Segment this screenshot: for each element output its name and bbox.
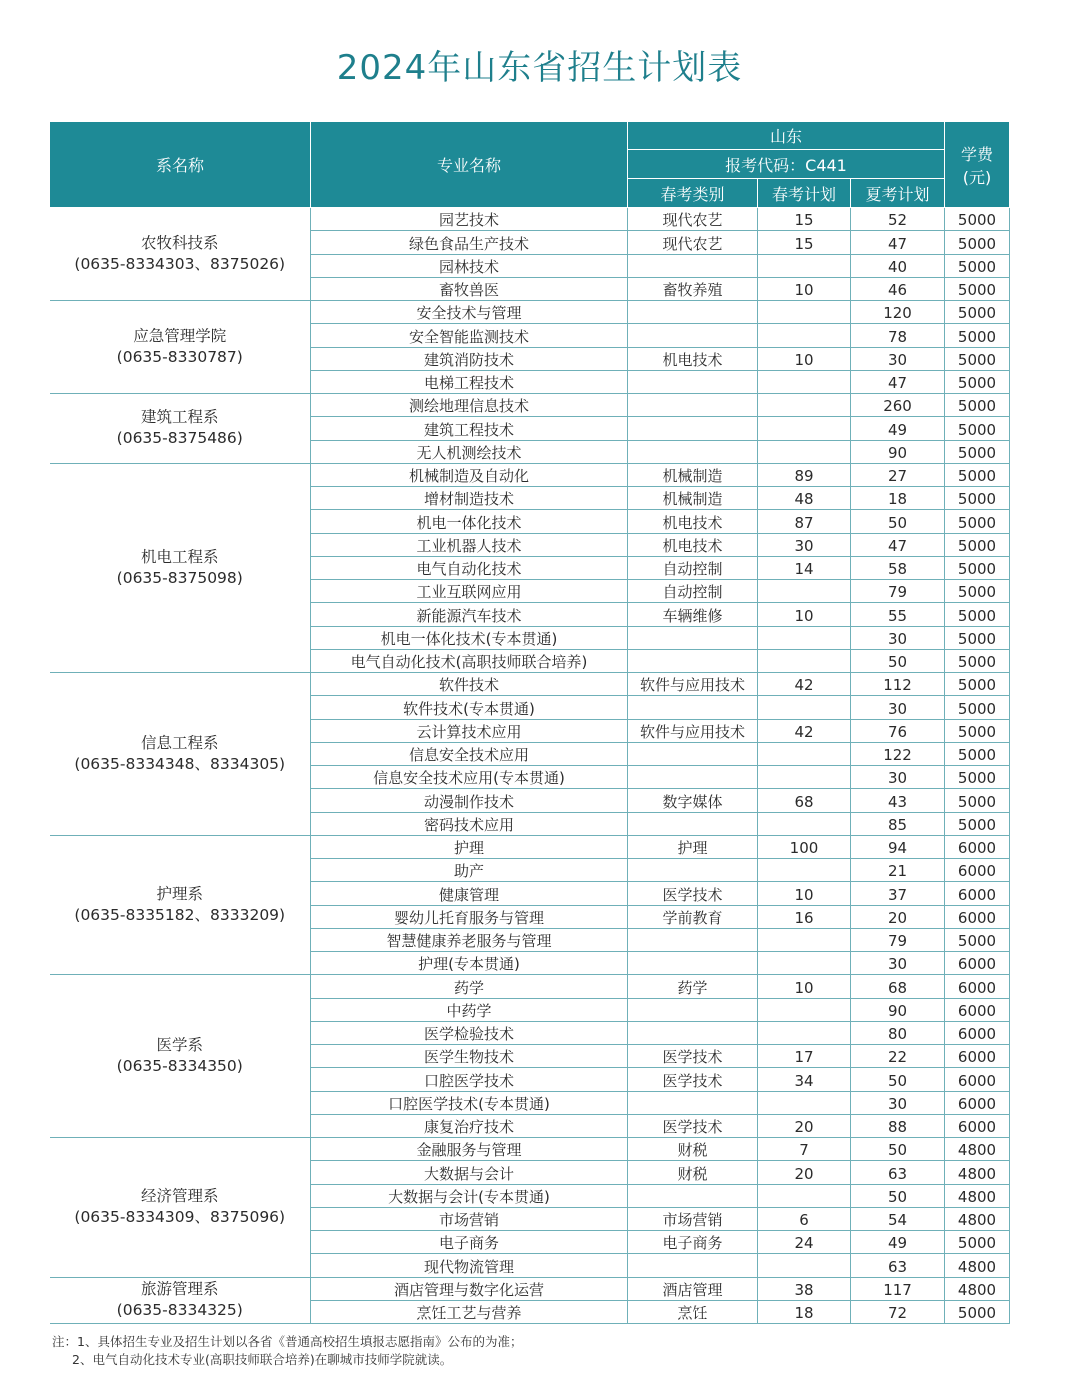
spring-type-cell	[628, 766, 758, 789]
spring-plan-cell: 20	[758, 1114, 851, 1137]
fee-cell: 5000	[945, 487, 1010, 510]
major-name-cell: 中药学	[311, 998, 628, 1021]
major-name-cell: 信息安全技术应用(专本贯通)	[311, 766, 628, 789]
spring-type-cell	[628, 301, 758, 324]
fee-cell: 6000	[945, 905, 1010, 928]
spring-plan-cell	[758, 859, 851, 882]
major-name-cell: 云计算技术应用	[311, 719, 628, 742]
spring-plan-cell	[758, 696, 851, 719]
summer-plan-cell: 30	[851, 696, 945, 719]
summer-plan-cell: 27	[851, 463, 945, 486]
spring-type-cell	[628, 649, 758, 672]
major-name-cell: 现代物流管理	[311, 1254, 628, 1277]
summer-plan-cell: 63	[851, 1161, 945, 1184]
fee-cell: 4800	[945, 1207, 1010, 1230]
fee-cell: 6000	[945, 882, 1010, 905]
major-name-cell: 机电一体化技术(专本贯通)	[311, 626, 628, 649]
spring-type-cell	[628, 998, 758, 1021]
dept-cell	[50, 673, 311, 836]
spring-type-cell	[628, 417, 758, 440]
fee-cell: 5000	[945, 580, 1010, 603]
header-spring-type: 春考类别	[628, 179, 758, 208]
major-name-cell: 机械制造及自动化	[311, 463, 628, 486]
summer-plan-cell: 122	[851, 742, 945, 765]
summer-plan-cell: 22	[851, 1045, 945, 1068]
summer-plan-cell: 63	[851, 1254, 945, 1277]
spring-type-cell: 烹饪	[628, 1300, 758, 1323]
summer-plan-cell: 47	[851, 231, 945, 254]
summer-plan-cell: 90	[851, 998, 945, 1021]
spring-plan-cell: 10	[758, 347, 851, 370]
spring-plan-cell: 14	[758, 556, 851, 579]
dept-name: 建筑工程系	[140, 408, 219, 427]
summer-plan-cell: 112	[851, 673, 945, 696]
dept-cell	[50, 394, 311, 464]
spring-type-cell: 酒店管理	[628, 1277, 758, 1300]
fee-cell: 4800	[945, 1184, 1010, 1207]
spring-type-cell: 自动控制	[628, 580, 758, 603]
table-row	[50, 1277, 1010, 1300]
spring-type-cell: 医学技术	[628, 882, 758, 905]
spring-plan-cell: 87	[758, 510, 851, 533]
fee-cell: 5000	[945, 556, 1010, 579]
spring-type-cell	[628, 254, 758, 277]
spring-type-cell: 学前教育	[628, 905, 758, 928]
fee-cell: 6000	[945, 1021, 1010, 1044]
spring-type-cell: 自动控制	[628, 556, 758, 579]
dept-name: 应急管理学院	[133, 327, 227, 345]
spring-plan-cell	[758, 324, 851, 347]
spring-type-cell	[628, 394, 758, 417]
fee-cell: 5000	[945, 301, 1010, 324]
summer-plan-cell: 30	[851, 766, 945, 789]
major-name-cell: 护理(专本贯通)	[311, 952, 628, 975]
dept-cell	[50, 463, 311, 672]
dept-name: 经济管理系	[140, 1187, 219, 1206]
table-row	[50, 463, 1010, 486]
fee-cell: 5000	[945, 626, 1010, 649]
fee-cell: 5000	[945, 812, 1010, 835]
spring-plan-cell	[758, 1021, 851, 1044]
major-name-cell: 口腔医学技术(专本贯通)	[311, 1091, 628, 1114]
spring-plan-cell	[758, 254, 851, 277]
major-name-cell: 口腔医学技术	[311, 1068, 628, 1091]
spring-plan-cell: 24	[758, 1231, 851, 1254]
spring-type-cell	[628, 1184, 758, 1207]
spring-type-cell	[628, 696, 758, 719]
footnotes	[52, 1333, 522, 1369]
fee-cell: 5000	[945, 417, 1010, 440]
major-name-cell: 建筑消防技术	[311, 347, 628, 370]
spring-type-cell	[628, 952, 758, 975]
spring-type-cell: 机电技术	[628, 347, 758, 370]
page-title: 2024年山东省招生计划表	[336, 48, 743, 88]
fee-cell: 5000	[945, 766, 1010, 789]
fee-cell: 4800	[945, 1277, 1010, 1300]
spring-plan-cell: 7	[758, 1138, 851, 1161]
summer-plan-cell: 46	[851, 277, 945, 300]
spring-type-cell	[628, 370, 758, 393]
major-name-cell: 无人机测绘技术	[311, 440, 628, 463]
summer-plan-cell: 55	[851, 603, 945, 626]
spring-plan-cell: 48	[758, 487, 851, 510]
fee-cell: 5000	[945, 324, 1010, 347]
fee-cell: 4800	[945, 1254, 1010, 1277]
table-row	[50, 835, 1010, 858]
summer-plan-cell: 260	[851, 394, 945, 417]
spring-plan-cell: 42	[758, 719, 851, 742]
fee-cell: 5000	[945, 254, 1010, 277]
summer-plan-cell: 54	[851, 1207, 945, 1230]
spring-plan-cell	[758, 742, 851, 765]
dept-cell	[50, 301, 311, 394]
spring-plan-cell: 100	[758, 835, 851, 858]
spring-plan-cell: 42	[758, 673, 851, 696]
spring-plan-cell	[758, 440, 851, 463]
major-name-cell: 酒店管理与数字化运营	[311, 1277, 628, 1300]
major-name-cell: 医学检验技术	[311, 1021, 628, 1044]
fee-cell: 5000	[945, 231, 1010, 254]
major-name-cell: 工业互联网应用	[311, 580, 628, 603]
spring-type-cell	[628, 1021, 758, 1044]
dept-phone: (0635-8334325)	[116, 1301, 243, 1320]
table-row	[50, 394, 1010, 417]
summer-plan-cell: 30	[851, 1091, 945, 1114]
summer-plan-cell: 85	[851, 812, 945, 835]
spring-plan-cell	[758, 580, 851, 603]
table-row	[50, 1138, 1010, 1161]
major-name-cell: 测绘地理信息技术	[311, 394, 628, 417]
fee-cell: 6000	[945, 998, 1010, 1021]
spring-type-cell	[628, 440, 758, 463]
summer-plan-cell: 78	[851, 324, 945, 347]
spring-plan-cell	[758, 649, 851, 672]
fee-cell: 6000	[945, 1114, 1010, 1137]
major-name-cell: 康复治疗技术	[311, 1114, 628, 1137]
major-name-cell: 工业机器人技术	[311, 533, 628, 556]
fee-cell: 5000	[945, 347, 1010, 370]
summer-plan-cell: 21	[851, 859, 945, 882]
summer-plan-cell: 18	[851, 487, 945, 510]
dept-cell	[50, 208, 311, 301]
fee-cell: 5000	[945, 1300, 1010, 1323]
fee-cell: 4800	[945, 1138, 1010, 1161]
header-fee: 学费 (元)	[945, 122, 1010, 208]
spring-plan-cell: 30	[758, 533, 851, 556]
spring-plan-cell	[758, 1091, 851, 1114]
summer-plan-cell: 90	[851, 440, 945, 463]
major-name-cell: 医学生物技术	[311, 1045, 628, 1068]
spring-plan-cell: 10	[758, 882, 851, 905]
major-name-cell: 助产	[311, 859, 628, 882]
summer-plan-cell: 50	[851, 1138, 945, 1161]
spring-plan-cell	[758, 812, 851, 835]
dept-cell	[50, 835, 311, 975]
table-body	[50, 208, 1010, 1324]
header-major: 专业名称	[311, 122, 628, 208]
major-name-cell: 烹饪工艺与营养	[311, 1300, 628, 1323]
summer-plan-cell: 50	[851, 1068, 945, 1091]
fee-cell: 5000	[945, 370, 1010, 393]
spring-type-cell: 电子商务	[628, 1231, 758, 1254]
footnote-1: 注：1、具体招生专业及招生计划以各省《普通高校招生填报志愿指南》公布的为准；	[52, 1334, 523, 1349]
spring-plan-cell: 18	[758, 1300, 851, 1323]
spring-type-cell: 医学技术	[628, 1114, 758, 1137]
major-name-cell: 园艺技术	[311, 208, 628, 231]
spring-plan-cell: 34	[758, 1068, 851, 1091]
spring-plan-cell	[758, 766, 851, 789]
spring-plan-cell: 10	[758, 975, 851, 998]
fee-cell: 6000	[945, 1045, 1010, 1068]
spring-plan-cell	[758, 626, 851, 649]
summer-plan-cell: 76	[851, 719, 945, 742]
spring-type-cell	[628, 928, 758, 951]
spring-type-cell: 护理	[628, 835, 758, 858]
spring-type-cell: 机械制造	[628, 487, 758, 510]
fee-cell: 5000	[945, 440, 1010, 463]
summer-plan-cell: 20	[851, 905, 945, 928]
fee-cell: 5000	[945, 742, 1010, 765]
major-name-cell: 电气自动化技术	[311, 556, 628, 579]
major-name-cell: 绿色食品生产技术	[311, 231, 628, 254]
spring-plan-cell: 16	[758, 905, 851, 928]
spring-type-cell	[628, 742, 758, 765]
spring-plan-cell	[758, 998, 851, 1021]
dept-phone: (0635-8330787)	[116, 348, 243, 366]
dept-name: 机电工程系	[140, 547, 219, 566]
header-dept: 系名称	[50, 122, 311, 208]
dept-name: 护理系	[156, 885, 203, 903]
summer-plan-cell: 68	[851, 975, 945, 998]
summer-plan-cell: 72	[851, 1300, 945, 1323]
major-name-cell: 建筑工程技术	[311, 417, 628, 440]
spring-type-cell: 现代农艺	[628, 231, 758, 254]
spring-plan-cell: 38	[758, 1277, 851, 1300]
summer-plan-cell: 50	[851, 1184, 945, 1207]
fee-cell: 5000	[945, 208, 1010, 231]
summer-plan-cell: 88	[851, 1114, 945, 1137]
major-name-cell: 增材制造技术	[311, 487, 628, 510]
fee-cell: 5000	[945, 463, 1010, 486]
summer-plan-cell: 94	[851, 835, 945, 858]
summer-plan-cell: 30	[851, 626, 945, 649]
major-name-cell: 软件技术(专本贯通)	[311, 696, 628, 719]
header-code: 报考代码：C441	[628, 150, 945, 179]
spring-type-cell: 现代农艺	[628, 208, 758, 231]
summer-plan-cell: 50	[851, 649, 945, 672]
major-name-cell: 动漫制作技术	[311, 789, 628, 812]
summer-plan-cell: 47	[851, 370, 945, 393]
summer-plan-cell: 47	[851, 533, 945, 556]
major-name-cell: 大数据与会计(专本贯通)	[311, 1184, 628, 1207]
summer-plan-cell: 79	[851, 928, 945, 951]
spring-plan-cell	[758, 301, 851, 324]
spring-type-cell	[628, 1091, 758, 1114]
spring-type-cell: 数字媒体	[628, 789, 758, 812]
dept-name: 农牧科技系	[140, 234, 219, 252]
footnote-2: 2、电气自动化技术专业(高职技师联合培养)在聊城市技师学院就读。	[72, 1352, 453, 1367]
summer-plan-cell: 79	[851, 580, 945, 603]
fee-cell: 5000	[945, 789, 1010, 812]
summer-plan-cell: 30	[851, 347, 945, 370]
fee-cell: 5000	[945, 603, 1010, 626]
major-name-cell: 健康管理	[311, 882, 628, 905]
major-name-cell: 电气自动化技术(高职技师联合培养)	[311, 649, 628, 672]
spring-plan-cell: 15	[758, 208, 851, 231]
dept-phone: (0635-8334350)	[116, 1057, 243, 1076]
summer-plan-cell: 49	[851, 1231, 945, 1254]
header-summer-plan: 夏考计划	[851, 179, 945, 208]
spring-plan-cell	[758, 394, 851, 417]
fee-cell: 5000	[945, 928, 1010, 951]
header-spring-plan: 春考计划	[758, 179, 851, 208]
spring-type-cell: 医学技术	[628, 1068, 758, 1091]
spring-type-cell: 医学技术	[628, 1045, 758, 1068]
dept-name: 医学系	[156, 1036, 203, 1055]
major-name-cell: 安全智能监测技术	[311, 324, 628, 347]
dept-phone: (0635-8334348、8334305)	[74, 754, 286, 773]
dept-cell	[50, 975, 311, 1138]
table-row	[50, 673, 1010, 696]
summer-plan-cell: 58	[851, 556, 945, 579]
spring-plan-cell	[758, 417, 851, 440]
spring-type-cell	[628, 859, 758, 882]
dept-phone: (0635-8335182、8333209)	[74, 906, 286, 924]
major-name-cell: 市场营销	[311, 1207, 628, 1230]
summer-plan-cell: 117	[851, 1277, 945, 1300]
fee-cell: 5000	[945, 510, 1010, 533]
spring-type-cell: 畜牧养殖	[628, 277, 758, 300]
spring-plan-cell: 68	[758, 789, 851, 812]
major-name-cell: 安全技术与管理	[311, 301, 628, 324]
spring-type-cell: 机械制造	[628, 463, 758, 486]
spring-plan-cell: 15	[758, 231, 851, 254]
major-name-cell: 电梯工程技术	[311, 370, 628, 393]
fee-cell: 6000	[945, 952, 1010, 975]
fee-cell: 4800	[945, 1161, 1010, 1184]
spring-type-cell: 车辆维修	[628, 603, 758, 626]
fee-cell: 5000	[945, 533, 1010, 556]
major-name-cell: 软件技术	[311, 673, 628, 696]
fee-cell: 6000	[945, 859, 1010, 882]
spring-plan-cell: 10	[758, 603, 851, 626]
dept-phone: (0635-8334309、8375096)	[74, 1208, 286, 1227]
major-name-cell: 机电一体化技术	[311, 510, 628, 533]
major-name-cell: 电子商务	[311, 1231, 628, 1254]
spring-plan-cell: 89	[758, 463, 851, 486]
spring-type-cell: 软件与应用技术	[628, 719, 758, 742]
spring-type-cell: 财税	[628, 1138, 758, 1161]
spring-plan-cell	[758, 928, 851, 951]
fee-cell: 5000	[945, 649, 1010, 672]
dept-phone: (0635-8375098)	[116, 568, 243, 587]
spring-type-cell	[628, 812, 758, 835]
summer-plan-cell: 49	[851, 417, 945, 440]
fee-cell: 5000	[945, 277, 1010, 300]
spring-plan-cell: 6	[758, 1207, 851, 1230]
dept-name: 信息工程系	[140, 733, 219, 752]
table-row	[50, 301, 1010, 324]
summer-plan-cell: 52	[851, 208, 945, 231]
spring-type-cell	[628, 1254, 758, 1277]
spring-type-cell: 市场营销	[628, 1207, 758, 1230]
dept-phone: (0635-8375486)	[116, 429, 243, 448]
major-name-cell: 新能源汽车技术	[311, 603, 628, 626]
fee-cell: 6000	[945, 835, 1010, 858]
header-region: 山东	[628, 122, 945, 150]
summer-plan-cell: 37	[851, 882, 945, 905]
spring-type-cell	[628, 626, 758, 649]
fee-cell: 6000	[945, 1091, 1010, 1114]
major-name-cell: 婴幼儿托育服务与管理	[311, 905, 628, 928]
spring-type-cell: 机电技术	[628, 510, 758, 533]
fee-cell: 5000	[945, 719, 1010, 742]
spring-type-cell: 财税	[628, 1161, 758, 1184]
spring-plan-cell: 17	[758, 1045, 851, 1068]
dept-cell	[50, 1138, 311, 1278]
spring-plan-cell: 10	[758, 277, 851, 300]
table-row	[50, 208, 1010, 231]
major-name-cell: 畜牧兽医	[311, 277, 628, 300]
dept-phone: (0635-8334303、8375026)	[74, 255, 286, 273]
major-name-cell: 护理	[311, 835, 628, 858]
major-name-cell: 大数据与会计	[311, 1161, 628, 1184]
major-name-cell: 园林技术	[311, 254, 628, 277]
fee-cell: 6000	[945, 975, 1010, 998]
spring-plan-cell	[758, 1254, 851, 1277]
fee-cell: 5000	[945, 394, 1010, 417]
dept-name: 旅游管理系	[140, 1280, 219, 1299]
spring-type-cell: 机电技术	[628, 533, 758, 556]
summer-plan-cell: 80	[851, 1021, 945, 1044]
fee-cell: 5000	[945, 1231, 1010, 1254]
summer-plan-cell: 40	[851, 254, 945, 277]
major-name-cell: 信息安全技术应用	[311, 742, 628, 765]
spring-type-cell: 软件与应用技术	[628, 673, 758, 696]
enrollment-table	[49, 121, 1010, 1324]
summer-plan-cell: 50	[851, 510, 945, 533]
major-name-cell: 智慧健康养老服务与管理	[311, 928, 628, 951]
spring-type-cell: 药学	[628, 975, 758, 998]
fee-cell: 5000	[945, 696, 1010, 719]
dept-cell	[50, 1277, 311, 1324]
summer-plan-cell: 120	[851, 301, 945, 324]
summer-plan-cell: 30	[851, 952, 945, 975]
fee-cell: 5000	[945, 673, 1010, 696]
spring-plan-cell	[758, 370, 851, 393]
spring-plan-cell: 20	[758, 1161, 851, 1184]
major-name-cell: 金融服务与管理	[311, 1138, 628, 1161]
summer-plan-cell: 43	[851, 789, 945, 812]
major-name-cell: 密码技术应用	[311, 812, 628, 835]
spring-plan-cell	[758, 952, 851, 975]
fee-cell: 6000	[945, 1068, 1010, 1091]
spring-plan-cell	[758, 1184, 851, 1207]
spring-type-cell	[628, 324, 758, 347]
major-name-cell: 药学	[311, 975, 628, 998]
table-row	[50, 975, 1010, 998]
